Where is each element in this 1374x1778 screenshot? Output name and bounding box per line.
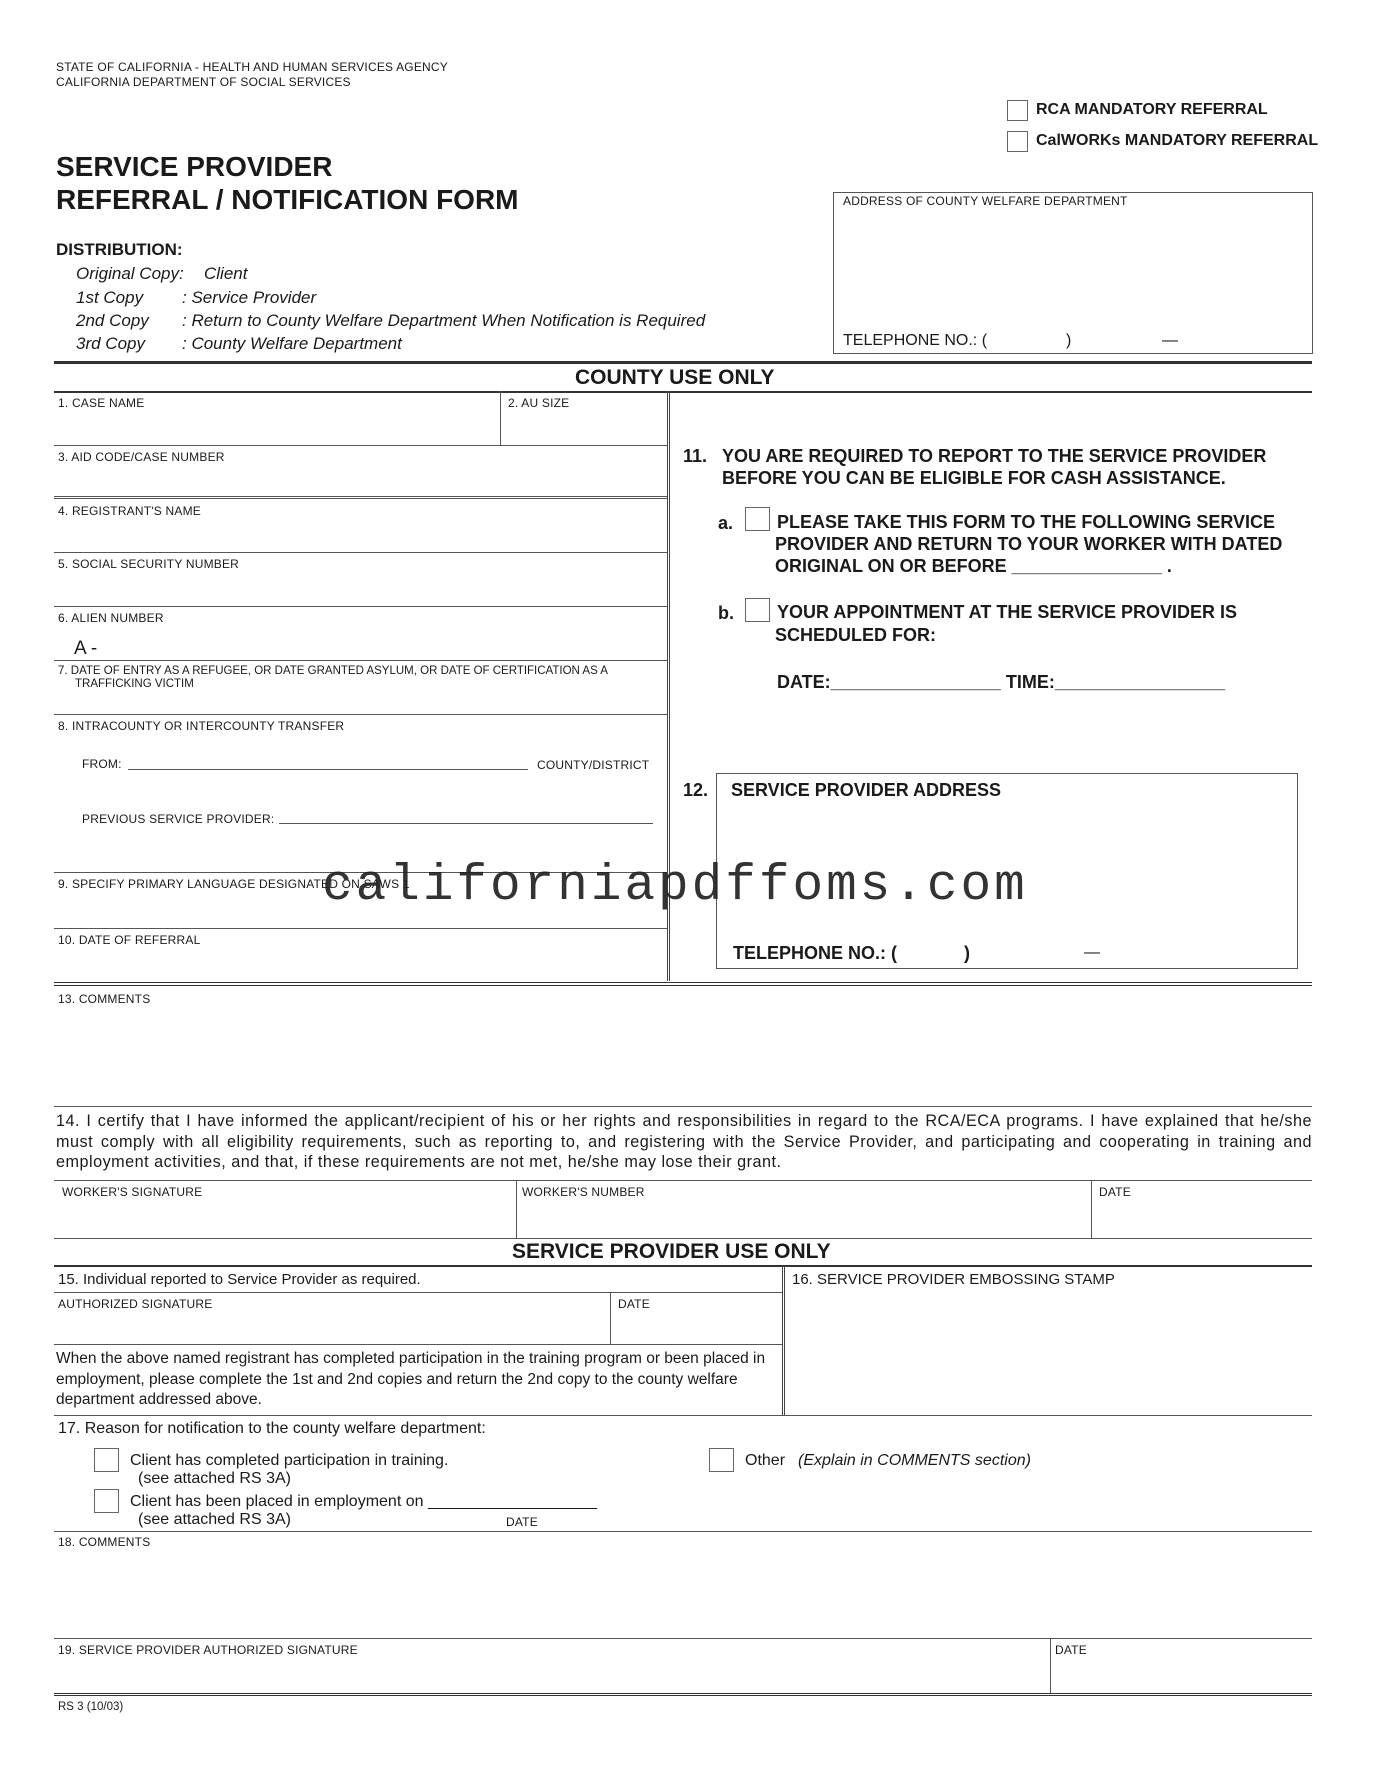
other-note: (Explain in COMMENTS section) xyxy=(798,1452,1031,1469)
distribution-copy: 2nd Copy xyxy=(76,311,149,330)
case-name-label: 1. CASE NAME xyxy=(58,396,145,410)
divider xyxy=(54,660,667,661)
service-provider-use-only-heading: SERVICE PROVIDER USE ONLY xyxy=(512,1240,831,1263)
agency-line-2: CALIFORNIA DEPARTMENT OF SOCIAL SERVICES xyxy=(56,75,351,89)
rca-referral-label: RCA MANDATORY REFERRAL xyxy=(1036,101,1268,118)
certification-text: 14. I certify that I have informed the applicant/recipient of his or her rights and responsibilities in regard to the RCA/ECA programs. I have explained that he/she must comply with all eligibility requirements, such as reporting to, and registering with the Service Provider, and participating and cooperating in training and employment activities, and that, if these requirements are not met, he/she may lose their grant. xyxy=(56,1112,1312,1171)
divider xyxy=(54,496,667,499)
authorized-signature-label: AUTHORIZED SIGNATURE xyxy=(58,1297,213,1311)
divider xyxy=(54,982,1312,986)
divider xyxy=(54,445,667,446)
date-of-entry-label-2: TRAFFICKING VICTIM xyxy=(75,678,194,690)
distribution-copy: 1st Copy xyxy=(76,288,144,307)
divider xyxy=(1091,1180,1092,1238)
divider xyxy=(54,1106,1312,1107)
distribution-heading: DISTRIBUTION: xyxy=(56,240,183,259)
calworks-referral-checkbox[interactable] xyxy=(1007,131,1028,152)
divider xyxy=(54,714,667,715)
section-11a-line-2: PROVIDER AND RETURN TO YOUR WORKER WITH DATED xyxy=(775,534,1283,554)
divider xyxy=(782,1266,785,1416)
section-15-label: 15. Individual reported to Service Provider as required. xyxy=(58,1271,421,1288)
section-11a-label: a. xyxy=(718,513,734,533)
date-of-referral-label: 10. DATE OF REFERRAL xyxy=(58,933,201,947)
section-11-line-1: YOU ARE REQUIRED TO REPORT TO THE SERVICE PROVIDER xyxy=(722,446,1267,466)
transfer-label: 8. INTRACOUNTY OR INTERCOUNTY TRANSFER xyxy=(58,719,345,733)
distribution-recipient: : County Welfare Department xyxy=(182,334,402,353)
appointment-date-time: DATE:_________________ TIME:_________________ xyxy=(777,672,1226,692)
worker-number-label: WORKER'S NUMBER xyxy=(522,1185,645,1199)
placed-employment-label: Client has been placed in employment on ___________________ xyxy=(130,1493,598,1510)
divider xyxy=(54,1531,1312,1532)
aid-code-label: 3. AID CODE/CASE NUMBER xyxy=(58,450,225,464)
section-11b-checkbox[interactable] xyxy=(745,598,770,622)
divider xyxy=(54,1344,782,1345)
completed-training-note: (see attached RS 3A) xyxy=(138,1470,291,1487)
divider xyxy=(54,361,1312,364)
divider xyxy=(54,391,1312,393)
divider xyxy=(54,606,667,607)
ssn-label: 5. SOCIAL SECURITY NUMBER xyxy=(58,557,240,571)
divider xyxy=(500,391,501,445)
previous-provider-line xyxy=(279,823,653,824)
divider xyxy=(54,1693,1312,1696)
section-11a-checkbox[interactable] xyxy=(745,507,770,531)
county-telephone-label: TELEPHONE NO.: ( xyxy=(843,332,988,349)
divider xyxy=(54,1180,1312,1181)
placed-employment-note: (see attached RS 3A) xyxy=(138,1511,291,1528)
service-provider-telephone-label: TELEPHONE NO.: ( xyxy=(733,943,898,963)
section-16-label: 16. SERVICE PROVIDER EMBOSSING STAMP xyxy=(792,1271,1115,1288)
county-address-label: ADDRESS OF COUNTY WELFARE DEPARTMENT xyxy=(843,194,1128,208)
section-19-date-label: DATE xyxy=(1055,1643,1087,1657)
section-17-label: 17. Reason for notification to the county welfare department: xyxy=(58,1420,486,1437)
divider xyxy=(516,1180,517,1238)
service-provider-telephone-dash: — xyxy=(1084,944,1100,961)
distribution-copy: 3rd Copy xyxy=(76,334,145,353)
section-11-line-2: BEFORE YOU CAN BE ELIGIBLE FOR CASH ASSISTANCE. xyxy=(722,468,1226,488)
from-label: FROM: xyxy=(82,757,122,771)
au-size-label: 2. AU SIZE xyxy=(508,396,570,410)
completed-training-checkbox[interactable] xyxy=(94,1448,119,1472)
divider xyxy=(54,1238,1312,1239)
section-19-label: 19. SERVICE PROVIDER AUTHORIZED SIGNATURE xyxy=(58,1643,358,1657)
registrant-name-label: 4. REGISTRANT'S NAME xyxy=(58,504,201,518)
divider xyxy=(54,1292,782,1293)
distribution-recipient: : Return to County Welfare Department When Notification is Required xyxy=(182,311,706,330)
calworks-referral-label: CalWORKs MANDATORY REFERRAL xyxy=(1036,132,1319,149)
divider xyxy=(54,1415,1312,1416)
divider xyxy=(54,928,667,929)
other-label: Other xyxy=(745,1452,786,1469)
section-12-number: 12. xyxy=(683,780,709,800)
section-11-number: 11. xyxy=(683,446,708,466)
county-address-box[interactable] xyxy=(833,192,1313,354)
form-title-line-1: SERVICE PROVIDER xyxy=(56,151,333,182)
service-provider-telephone-paren: ) xyxy=(964,943,970,963)
completed-training-label: Client has completed participation in training. xyxy=(130,1452,449,1469)
county-telephone-paren: ) xyxy=(1066,332,1072,349)
divider xyxy=(54,1265,1312,1267)
alien-number-label: 6. ALIEN NUMBER xyxy=(58,611,164,625)
form-title-line-2: REFERRAL / NOTIFICATION FORM xyxy=(56,184,519,215)
agency-line-1: STATE OF CALIFORNIA - HEALTH AND HUMAN SERVICES AGENCY xyxy=(56,60,448,74)
county-district-label: COUNTY/DISTRICT xyxy=(537,758,650,772)
worker-date-label: DATE xyxy=(1099,1185,1131,1199)
county-telephone-dash: — xyxy=(1162,332,1178,349)
distribution-recipient: : Service Provider xyxy=(182,288,317,307)
section-11b-line-2: SCHEDULED FOR: xyxy=(775,625,936,645)
other-checkbox[interactable] xyxy=(709,1448,734,1472)
alien-number-prefix: A - xyxy=(74,638,98,659)
county-use-only-heading: COUNTY USE ONLY xyxy=(575,366,775,389)
section-11a-line-3: ORIGINAL ON OR BEFORE _______________ . xyxy=(775,556,1172,576)
primary-language-label: 9. SPECIFY PRIMARY LANGUAGE DESIGNATED ON SAWS 1 xyxy=(58,877,410,891)
form-number: RS 3 (10/03) xyxy=(58,1701,124,1713)
divider xyxy=(610,1292,611,1344)
section-15-date-label: DATE xyxy=(618,1297,650,1311)
distribution-recipient: Client xyxy=(204,264,248,283)
rca-referral-checkbox[interactable] xyxy=(1007,100,1028,121)
section-15-instructions: When the above named registrant has completed participation in the training program or been placed in employment, please complete the 1st and 2nd copies and return the 2nd copy to the county welfare department addressed above. xyxy=(56,1350,766,1408)
date-of-entry-label: 7. DATE OF ENTRY AS A REFUGEE, OR DATE GRANTED ASYLUM, OR DATE OF CERTIFICATION AS A xyxy=(58,665,608,677)
placed-employment-date-label: DATE xyxy=(506,1515,538,1529)
placed-employment-checkbox[interactable] xyxy=(94,1489,119,1513)
section-11a-line-1: PLEASE TAKE THIS FORM TO THE FOLLOWING SERVICE xyxy=(777,512,1276,532)
divider xyxy=(54,1638,1312,1639)
worker-signature-label: WORKER'S SIGNATURE xyxy=(62,1185,203,1199)
comments-18-label: 18. COMMENTS xyxy=(58,1535,151,1549)
previous-provider-label: PREVIOUS SERVICE PROVIDER: xyxy=(82,812,275,826)
distribution-copy: Original Copy: xyxy=(76,264,184,283)
from-line xyxy=(128,769,528,770)
section-11b-label: b. xyxy=(718,603,734,623)
divider xyxy=(54,552,667,553)
section-11b-line-1: YOUR APPOINTMENT AT THE SERVICE PROVIDER IS xyxy=(777,602,1238,622)
service-provider-address-label: SERVICE PROVIDER ADDRESS xyxy=(731,780,1002,800)
comments-13-label: 13. COMMENTS xyxy=(58,992,151,1006)
divider xyxy=(1050,1638,1051,1693)
watermark: californiapdffoms.com xyxy=(322,858,1028,915)
